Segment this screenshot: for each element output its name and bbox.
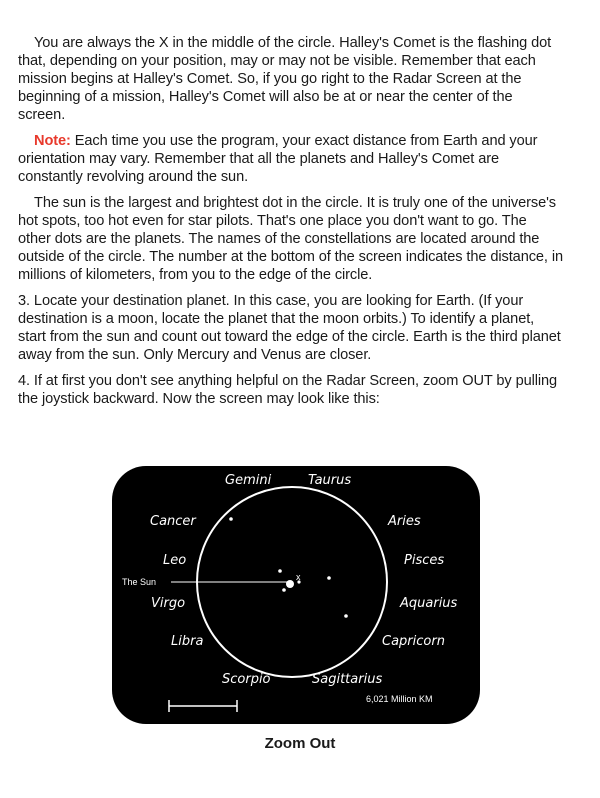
label-taurus: Taurus — [308, 473, 352, 488]
paragraph-radar-intro: You are always the X in the middle of the circle. Halley's Comet is the flashing dot that, depending on your position, may or may not be visible. Remember that each mission begins at Halley's Comet. So, if you go right to the Radar Screen at the beginning of a mission, Halley's Comet will also be at or near the center of the screen. — [18, 35, 552, 123]
label-gemini: Gemini — [225, 473, 272, 488]
planet-dot — [344, 614, 348, 618]
step-4: 4. If at first you don't see anything helpful on the Radar Screen, zoom OUT by pulling the joystick backward. Now the screen may look like this: — [18, 373, 558, 407]
label-virgo: Virgo — [151, 596, 186, 611]
label-leo: Leo — [163, 553, 187, 568]
note-label: Note: — [34, 133, 71, 149]
instructions-text — [18, 34, 563, 416]
planet-dot — [327, 576, 331, 580]
distance-readout: 6,021 Million KM — [366, 694, 433, 704]
planet-dot — [278, 569, 282, 573]
paragraph-note — [18, 132, 563, 186]
planet-dot — [229, 517, 233, 521]
label-capricorn: Capricorn — [382, 634, 445, 649]
step-3: 3. Locate your destination planet. In this case, you are looking for Earth. (If your destination is a moon, locate the planet that the moon orbits.) To identify a planet, start from the sun and count out toward the edge of the circle. Earth is the third planet away from the sun. Only Mercury and Venus are closer. — [18, 293, 561, 363]
paragraph-sun: The sun is the largest and brightest dot in the circle. It is truly one of the universe's hot spots, too hot even for star pilots. That's one place you don't want to go. The other dots are the planets. The names of the constellations are located around the outside of the circle. The number at the bottom of the screen indicates the distance, in millions of kilometers, from you to the edge of the circle. — [18, 195, 564, 283]
sun-label: The Sun — [122, 577, 157, 587]
radar-screen-figure — [110, 464, 482, 726]
label-cancer: Cancer — [150, 514, 196, 529]
label-pisces: Pisces — [404, 553, 445, 568]
label-libra: Libra — [171, 634, 204, 649]
label-scorpio: Scorpio — [222, 672, 271, 687]
note-text: Each time you use the program, your exact distance from Earth and your orientation may vary. Remember that all the planets and Halley's Comet are constantly revolving around the sun. — [18, 133, 538, 185]
figure-caption: Zoom Out — [264, 735, 336, 752]
sun-dot — [286, 580, 294, 588]
planet-dot — [282, 588, 286, 592]
label-aries: Aries — [388, 514, 421, 529]
screen-background — [112, 466, 480, 724]
player-marker: x — [296, 572, 301, 582]
radar-screen — [110, 464, 482, 726]
label-sagittarius: Sagittarius — [312, 672, 383, 687]
label-aquarius: Aquarius — [400, 596, 458, 611]
